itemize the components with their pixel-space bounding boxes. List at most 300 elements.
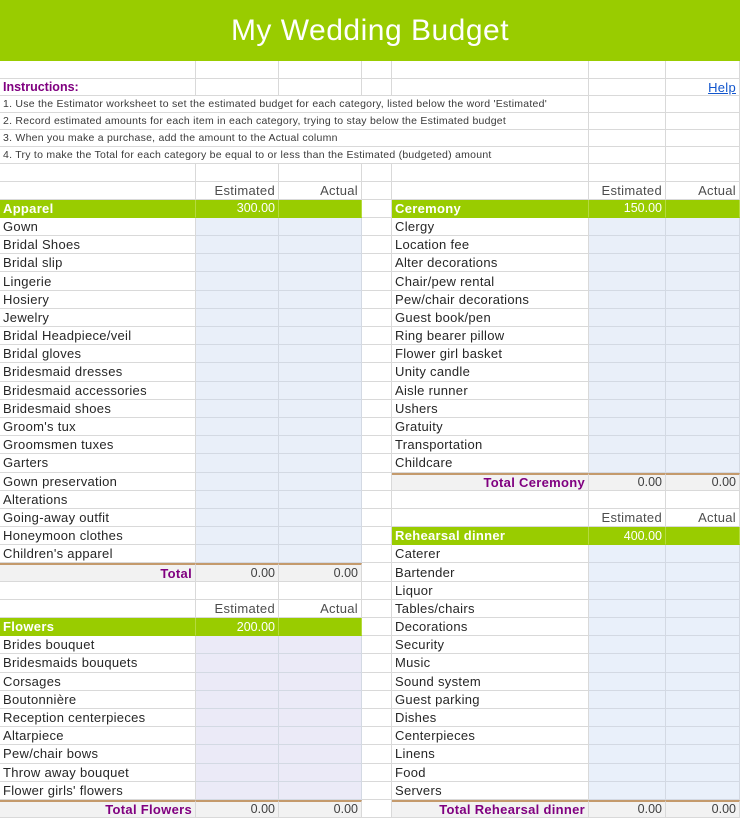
empty-cell[interactable] (666, 130, 740, 147)
flowers-total-estimated-value[interactable]: 0.00 (196, 800, 279, 818)
empty-cell[interactable] (362, 563, 392, 581)
flowers-item-estimated-input[interactable] (196, 636, 279, 654)
apparel-item-estimated-input[interactable] (196, 218, 279, 236)
flowers-item-actual-input[interactable] (279, 673, 362, 691)
flowers-item-actual-input[interactable] (279, 745, 362, 763)
apparel-item-estimated-input[interactable] (196, 491, 279, 509)
empty-cell[interactable] (362, 164, 392, 182)
apparel-item-actual-input[interactable] (279, 272, 362, 290)
ceremony-total-label: Total Ceremony (392, 473, 589, 491)
apparel-item-estimated-input[interactable] (196, 400, 279, 418)
apparel-item-row (0, 291, 362, 309)
apparel-item-row (0, 327, 362, 345)
apparel-item-actual-input[interactable] (279, 236, 362, 254)
empty-cell[interactable] (279, 582, 362, 600)
rehearsal-dinner-item-row (392, 764, 740, 782)
item-label-corsages: Corsages (0, 673, 196, 691)
apparel-item-row (0, 527, 362, 545)
ceremony-item-row (392, 236, 740, 254)
empty-cell[interactable] (196, 61, 279, 79)
item-label-bridesmaid-dresses: Bridesmaid dresses (0, 363, 196, 381)
empty-cell[interactable] (362, 636, 392, 654)
empty-cell[interactable] (589, 130, 666, 147)
right-budget-column (392, 182, 740, 819)
apparel-item-row (0, 363, 362, 381)
item-label-groom-s-tux: Groom's tux (0, 418, 196, 436)
item-label-location-fee: Location fee (392, 236, 589, 254)
empty-cell[interactable] (392, 491, 589, 509)
empty-cell[interactable] (362, 218, 392, 236)
item-label-flower-girl-basket: Flower girl basket (392, 345, 589, 363)
rehearsal-dinner-item-actual-input[interactable] (666, 545, 740, 563)
rehearsal-dinner-item-actual-input[interactable] (666, 582, 740, 600)
empty-cell[interactable] (362, 800, 392, 818)
apparel-item-row (0, 545, 362, 563)
empty-cell[interactable] (362, 582, 392, 600)
empty-cell[interactable] (362, 200, 392, 218)
empty-cell[interactable] (196, 164, 279, 182)
empty-cell[interactable] (362, 745, 392, 763)
item-label-alter-decorations: Alter decorations (392, 254, 589, 272)
rehearsal-dinner-item-actual-input[interactable] (666, 745, 740, 763)
flowers-category-title: Flowers (0, 618, 196, 636)
rehearsal-dinner-item-actual-input[interactable] (666, 563, 740, 581)
flowers-item-actual-input[interactable] (279, 727, 362, 745)
item-label-flower-girls-flowers: Flower girls' flowers (0, 782, 196, 800)
item-label-gratuity: Gratuity (392, 418, 589, 436)
instruction-step-4: 4. Try to make the Total for each category be equal to or less than the Estimated (budgeted) amount (0, 147, 589, 164)
apparel-item-actual-input[interactable] (279, 254, 362, 272)
apparel-item-estimated-input[interactable] (196, 254, 279, 272)
apparel-item-estimated-input[interactable] (196, 236, 279, 254)
flowers-item-actual-input[interactable] (279, 782, 362, 800)
ceremony-item-actual-input[interactable] (666, 218, 740, 236)
rehearsal-dinner-item-actual-input[interactable] (666, 782, 740, 800)
ceremony-budget-actual-cell[interactable] (666, 200, 740, 218)
empty-cell[interactable] (0, 182, 196, 200)
empty-cell[interactable] (362, 382, 392, 400)
rehearsal-dinner-item-estimated-input[interactable] (589, 727, 666, 745)
rehearsal-dinner-item-actual-input[interactable] (666, 727, 740, 745)
empty-cell[interactable] (589, 79, 666, 96)
rehearsal-dinner-item-actual-input[interactable] (666, 673, 740, 691)
apparel-item-actual-input[interactable] (279, 545, 362, 563)
apparel-category-title: Apparel (0, 200, 196, 218)
apparel-item-actual-input[interactable] (279, 291, 362, 309)
ceremony-total-estimated-value[interactable]: 0.00 (589, 473, 666, 491)
empty-cell[interactable] (362, 418, 392, 436)
flowers-item-actual-input[interactable] (279, 691, 362, 709)
rehearsal-dinner-item-estimated-input[interactable] (589, 691, 666, 709)
empty-cell[interactable] (362, 654, 392, 672)
apparel-item-estimated-input[interactable] (196, 345, 279, 363)
item-label-dishes: Dishes (392, 709, 589, 727)
actual-column-header: Actual (666, 182, 740, 200)
rehearsal-dinner-category-row (392, 527, 740, 545)
item-label-throw-away-bouquet: Throw away bouquet (0, 764, 196, 782)
item-label-guest-parking: Guest parking (392, 691, 589, 709)
apparel-item-row (0, 473, 362, 491)
apparel-item-row (0, 491, 362, 509)
apparel-item-row (0, 236, 362, 254)
empty-cell[interactable] (362, 600, 392, 618)
estimated-column-header: Estimated (589, 182, 666, 200)
apparel-item-actual-input[interactable] (279, 436, 362, 454)
ceremony-item-actual-input[interactable] (666, 254, 740, 272)
estimated-column-header: Estimated (196, 600, 279, 618)
flowers-item-estimated-input[interactable] (196, 654, 279, 672)
empty-cell[interactable] (362, 454, 392, 472)
rehearsal-dinner-item-actual-input[interactable] (666, 691, 740, 709)
empty-cell[interactable] (362, 782, 392, 800)
rehearsal-dinner-total-actual-value[interactable]: 0.00 (666, 800, 740, 818)
item-label-linens: Linens (392, 745, 589, 763)
instruction-step-row (0, 96, 740, 113)
flowers-budget-actual-cell[interactable] (279, 618, 362, 636)
rehearsal-dinner-item-estimated-input[interactable] (589, 745, 666, 763)
item-label-bridesmaids-bouquets: Bridesmaids bouquets (0, 654, 196, 672)
apparel-item-actual-input[interactable] (279, 218, 362, 236)
empty-cell[interactable] (362, 527, 392, 545)
empty-cell[interactable] (362, 509, 392, 527)
flowers-budget-estimated-cell[interactable]: 200.00 (196, 618, 279, 636)
flowers-item-actual-input[interactable] (279, 654, 362, 672)
apparel-item-actual-input[interactable] (279, 454, 362, 472)
ceremony-item-estimated-input[interactable] (589, 363, 666, 381)
empty-cell[interactable] (0, 164, 196, 182)
apparel-item-estimated-input[interactable] (196, 436, 279, 454)
rehearsal-dinner-item-row (392, 582, 740, 600)
item-label-honeymoon-clothes: Honeymoon clothes (0, 527, 196, 545)
item-label-ring-bearer-pillow: Ring bearer pillow (392, 327, 589, 345)
apparel-item-estimated-input[interactable] (196, 509, 279, 527)
item-label-clergy: Clergy (392, 218, 589, 236)
budget-grid (0, 182, 740, 819)
ceremony-item-estimated-input[interactable] (589, 382, 666, 400)
flowers-item-row (0, 691, 362, 709)
empty-cell[interactable] (279, 61, 362, 79)
apparel-item-actual-input[interactable] (279, 363, 362, 381)
ceremony-item-estimated-input[interactable] (589, 254, 666, 272)
item-label-guest-book-pen: Guest book/pen (392, 309, 589, 327)
rehearsal-dinner-budget-estimated-cell[interactable]: 400.00 (589, 527, 666, 545)
empty-cell[interactable] (0, 600, 196, 618)
empty-cell[interactable] (589, 164, 666, 182)
flowers-item-estimated-input[interactable] (196, 764, 279, 782)
rehearsal-dinner-item-estimated-input[interactable] (589, 673, 666, 691)
empty-cell[interactable] (279, 164, 362, 182)
empty-cell[interactable] (589, 96, 666, 113)
flowers-item-estimated-input[interactable] (196, 709, 279, 727)
item-label-gown: Gown (0, 218, 196, 236)
rehearsal-dinner-total-label: Total Rehearsal dinner (392, 800, 589, 818)
item-label-bridal-headpiece-veil: Bridal Headpiece/veil (0, 327, 196, 345)
ceremony-item-actual-input[interactable] (666, 309, 740, 327)
item-label-aisle-runner: Aisle runner (392, 382, 589, 400)
apparel-item-actual-input[interactable] (279, 309, 362, 327)
rehearsal-dinner-item-row (392, 636, 740, 654)
ceremony-item-estimated-input[interactable] (589, 418, 666, 436)
empty-cell[interactable] (279, 79, 362, 96)
empty-cell[interactable] (362, 272, 392, 290)
flowers-item-estimated-input[interactable] (196, 782, 279, 800)
ceremony-item-row (392, 436, 740, 454)
empty-cell[interactable] (362, 691, 392, 709)
ceremony-item-row (392, 327, 740, 345)
flowers-item-row (0, 654, 362, 672)
ceremony-item-row (392, 382, 740, 400)
ceremony-item-estimated-input[interactable] (589, 327, 666, 345)
empty-cell[interactable] (362, 236, 392, 254)
apparel-item-estimated-input[interactable] (196, 291, 279, 309)
rehearsal-dinner-budget-actual-cell[interactable] (666, 527, 740, 545)
empty-cell[interactable] (666, 164, 740, 182)
rehearsal-dinner-total-estimated-value[interactable]: 0.00 (589, 800, 666, 818)
empty-cell[interactable] (0, 61, 196, 79)
empty-cell[interactable] (392, 509, 589, 527)
ceremony-item-actual-input[interactable] (666, 363, 740, 381)
ceremony-item-estimated-input[interactable] (589, 236, 666, 254)
rehearsal-dinner-column-header-row (392, 509, 740, 527)
empty-cell[interactable] (392, 182, 589, 200)
apparel-item-estimated-input[interactable] (196, 454, 279, 472)
item-label-transportation: Transportation (392, 436, 589, 454)
apparel-item-row (0, 400, 362, 418)
item-label-security: Security (392, 636, 589, 654)
flowers-item-estimated-input[interactable] (196, 691, 279, 709)
item-label-bridal-shoes: Bridal Shoes (0, 236, 196, 254)
empty-cell[interactable] (362, 254, 392, 272)
ceremony-item-estimated-input[interactable] (589, 454, 666, 472)
apparel-budget-estimated-cell[interactable]: 300.00 (196, 200, 279, 218)
empty-cell[interactable] (362, 764, 392, 782)
empty-cell[interactable] (362, 291, 392, 309)
empty-cell[interactable] (589, 113, 666, 130)
item-label-brides-bouquet: Brides bouquet (0, 636, 196, 654)
flowers-total-label: Total Flowers (0, 800, 196, 818)
empty-cell[interactable] (362, 400, 392, 418)
empty-cell[interactable] (0, 582, 196, 600)
ceremony-budget-estimated-cell[interactable]: 150.00 (589, 200, 666, 218)
ceremony-item-actual-input[interactable] (666, 291, 740, 309)
empty-cell[interactable] (666, 61, 740, 79)
apparel-item-actual-input[interactable] (279, 382, 362, 400)
actual-column-header: Actual (279, 600, 362, 618)
empty-cell[interactable] (362, 436, 392, 454)
empty-cell[interactable] (589, 147, 666, 164)
apparel-item-actual-input[interactable] (279, 491, 362, 509)
apparel-total-estimated-value[interactable]: 0.00 (196, 563, 279, 581)
item-label-unity-candle: Unity candle (392, 363, 589, 381)
apparel-item-row (0, 418, 362, 436)
empty-cell[interactable] (362, 618, 392, 636)
flowers-item-row (0, 764, 362, 782)
apparel-item-row (0, 454, 362, 472)
apparel-item-estimated-input[interactable] (196, 473, 279, 491)
rehearsal-dinner-item-row (392, 745, 740, 763)
item-label-liquor: Liquor (392, 582, 589, 600)
ceremony-item-estimated-input[interactable] (589, 436, 666, 454)
item-label-gown-preservation: Gown preservation (0, 473, 196, 491)
ceremony-item-actual-input[interactable] (666, 382, 740, 400)
instructions-area (0, 61, 740, 182)
rehearsal-dinner-item-actual-input[interactable] (666, 600, 740, 618)
empty-cell[interactable] (362, 363, 392, 381)
empty-cell[interactable] (362, 61, 392, 79)
help-cell (666, 79, 740, 96)
empty-cell[interactable] (362, 309, 392, 327)
empty-cell[interactable] (196, 582, 279, 600)
item-label-groomsmen-tuxes: Groomsmen tuxes (0, 436, 196, 454)
flowers-total-row (0, 800, 362, 818)
flowers-item-actual-input[interactable] (279, 709, 362, 727)
apparel-item-actual-input[interactable] (279, 345, 362, 363)
apparel-total-label: Total (0, 563, 196, 581)
item-label-altarpiece: Altarpiece (0, 727, 196, 745)
apparel-item-estimated-input[interactable] (196, 527, 279, 545)
empty-cell[interactable] (362, 709, 392, 727)
rehearsal-dinner-item-estimated-input[interactable] (589, 654, 666, 672)
page-title: My Wedding Budget (230, 13, 510, 47)
rehearsal-dinner-item-actual-input[interactable] (666, 636, 740, 654)
help-link[interactable]: Help (708, 79, 736, 95)
rehearsal-dinner-item-estimated-input[interactable] (589, 545, 666, 563)
item-label-bartender: Bartender (392, 563, 589, 581)
ceremony-item-actual-input[interactable] (666, 400, 740, 418)
item-label-going-away-outfit: Going-away outfit (0, 509, 196, 527)
apparel-item-actual-input[interactable] (279, 527, 362, 545)
rehearsal-dinner-item-estimated-input[interactable] (589, 582, 666, 600)
empty-cell[interactable] (392, 79, 589, 96)
rehearsal-dinner-item-row (392, 654, 740, 672)
apparel-item-estimated-input[interactable] (196, 327, 279, 345)
ceremony-item-actual-input[interactable] (666, 345, 740, 363)
ceremony-item-estimated-input[interactable] (589, 345, 666, 363)
apparel-item-estimated-input[interactable] (196, 418, 279, 436)
empty-cell[interactable] (362, 491, 392, 509)
apparel-item-estimated-input[interactable] (196, 382, 279, 400)
apparel-item-estimated-input[interactable] (196, 272, 279, 290)
ceremony-item-row (392, 218, 740, 236)
left-budget-column (0, 182, 362, 819)
apparel-item-estimated-input[interactable] (196, 545, 279, 563)
ceremony-total-actual-value[interactable]: 0.00 (666, 473, 740, 491)
item-label-children-s-apparel: Children's apparel (0, 545, 196, 563)
ceremony-item-row (392, 363, 740, 381)
rehearsal-dinner-item-actual-input[interactable] (666, 654, 740, 672)
ceremony-item-actual-input[interactable] (666, 272, 740, 290)
ceremony-item-actual-input[interactable] (666, 436, 740, 454)
rehearsal-dinner-item-estimated-input[interactable] (589, 709, 666, 727)
rehearsal-dinner-item-estimated-input[interactable] (589, 636, 666, 654)
empty-cell[interactable] (666, 113, 740, 130)
flowers-item-row (0, 745, 362, 763)
item-label-bridesmaid-accessories: Bridesmaid accessories (0, 382, 196, 400)
apparel-item-actual-input[interactable] (279, 418, 362, 436)
flowers-item-actual-input[interactable] (279, 764, 362, 782)
apparel-total-row (0, 563, 362, 581)
rehearsal-dinner-item-actual-input[interactable] (666, 618, 740, 636)
ceremony-item-estimated-input[interactable] (589, 400, 666, 418)
flowers-item-row (0, 636, 362, 654)
rehearsal-dinner-item-row (392, 545, 740, 563)
ceremony-item-actual-input[interactable] (666, 327, 740, 345)
rehearsal-dinner-item-estimated-input[interactable] (589, 782, 666, 800)
flowers-total-actual-value[interactable]: 0.00 (279, 800, 362, 818)
apparel-category-row (0, 200, 362, 218)
empty-cell[interactable] (362, 727, 392, 745)
ceremony-item-estimated-input[interactable] (589, 218, 666, 236)
item-label-ushers: Ushers (392, 400, 589, 418)
rehearsal-dinner-item-estimated-input[interactable] (589, 600, 666, 618)
rehearsal-dinner-item-actual-input[interactable] (666, 764, 740, 782)
flowers-item-estimated-input[interactable] (196, 727, 279, 745)
item-label-jewelry: Jewelry (0, 309, 196, 327)
blank-row (0, 61, 740, 79)
empty-cell[interactable] (589, 61, 666, 79)
rehearsal-dinner-item-actual-input[interactable] (666, 709, 740, 727)
ceremony-item-row (392, 309, 740, 327)
empty-cell[interactable] (362, 79, 392, 96)
empty-cell[interactable] (362, 327, 392, 345)
apparel-item-actual-input[interactable] (279, 400, 362, 418)
empty-cell[interactable] (392, 164, 589, 182)
flowers-item-row (0, 709, 362, 727)
ceremony-item-estimated-input[interactable] (589, 291, 666, 309)
empty-cell[interactable] (666, 96, 740, 113)
empty-cell[interactable] (392, 61, 589, 79)
rehearsal-dinner-item-estimated-input[interactable] (589, 563, 666, 581)
rehearsal-dinner-total-row (392, 800, 740, 818)
item-label-chair-pew-rental: Chair/pew rental (392, 272, 589, 290)
flowers-item-estimated-input[interactable] (196, 673, 279, 691)
empty-cell[interactable] (362, 182, 392, 200)
flowers-item-actual-input[interactable] (279, 636, 362, 654)
instructions-heading: Instructions: (0, 79, 196, 96)
rehearsal-dinner-item-row (392, 782, 740, 800)
apparel-budget-actual-cell[interactable] (279, 200, 362, 218)
ceremony-item-estimated-input[interactable] (589, 272, 666, 290)
empty-cell[interactable] (362, 473, 392, 491)
rehearsal-dinner-item-estimated-input[interactable] (589, 618, 666, 636)
flowers-item-row (0, 782, 362, 800)
apparel-item-actual-input[interactable] (279, 509, 362, 527)
ceremony-item-actual-input[interactable] (666, 236, 740, 254)
ceremony-category-title: Ceremony (392, 200, 589, 218)
instruction-step-1: 1. Use the Estimator worksheet to set the estimated budget for each category, listed below the word 'Estimated' (0, 96, 589, 113)
apparel-item-estimated-input[interactable] (196, 309, 279, 327)
ceremony-item-actual-input[interactable] (666, 418, 740, 436)
apparel-item-estimated-input[interactable] (196, 363, 279, 381)
apparel-item-actual-input[interactable] (279, 473, 362, 491)
rehearsal-dinner-item-estimated-input[interactable] (589, 764, 666, 782)
empty-cell[interactable] (666, 491, 740, 509)
apparel-total-actual-value[interactable]: 0.00 (279, 563, 362, 581)
empty-cell[interactable] (362, 345, 392, 363)
empty-cell[interactable] (196, 79, 279, 96)
instructions-heading-row (0, 79, 740, 96)
flowers-item-estimated-input[interactable] (196, 745, 279, 763)
ceremony-item-actual-input[interactable] (666, 454, 740, 472)
empty-cell[interactable] (589, 491, 666, 509)
empty-cell[interactable] (362, 673, 392, 691)
apparel-item-actual-input[interactable] (279, 327, 362, 345)
ceremony-column-header-row (392, 182, 740, 200)
empty-cell[interactable] (666, 147, 740, 164)
item-label-centerpieces: Centerpieces (392, 727, 589, 745)
empty-cell[interactable] (362, 545, 392, 563)
ceremony-item-estimated-input[interactable] (589, 309, 666, 327)
